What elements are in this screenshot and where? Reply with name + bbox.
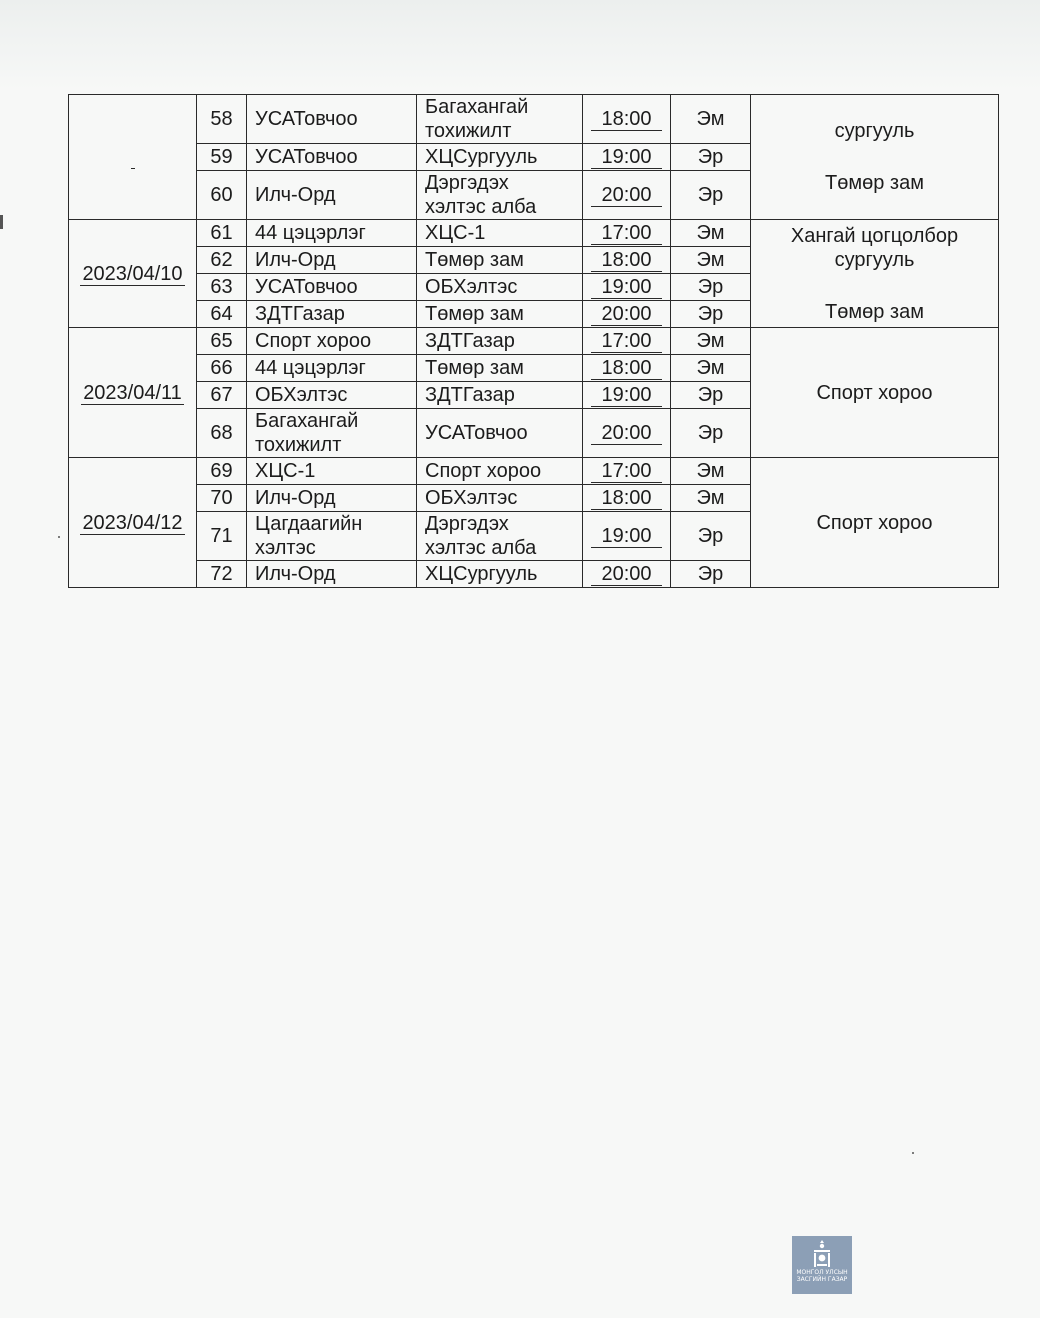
match-number: 71	[197, 512, 247, 561]
team-away: ХЦС-1	[417, 220, 583, 247]
match-schedule-table	[68, 94, 999, 588]
logo-text-line1: МОНГОЛ УЛСЫН	[796, 1269, 848, 1276]
match-time: 19:00	[583, 382, 671, 409]
venue-cell	[751, 220, 999, 328]
match-number: 67	[197, 382, 247, 409]
gender: Эм	[671, 485, 751, 512]
table-row	[69, 220, 999, 247]
team-home: Илч-Орд	[247, 171, 417, 220]
match-time: 20:00	[583, 561, 671, 588]
gender: Эм	[671, 328, 751, 355]
match-number: 60	[197, 171, 247, 220]
logo-text-line2: ЗАСГИЙН ГАЗАР	[796, 1276, 848, 1283]
gender: Эм	[671, 220, 751, 247]
gender: Эм	[671, 95, 751, 144]
team-away: УСАТовчоо	[417, 409, 583, 458]
venue-cell	[751, 458, 999, 588]
team-away: ОБХэлтэс	[417, 274, 583, 301]
venue-text: сургууль	[834, 248, 915, 271]
table-row	[69, 328, 999, 355]
team-away: Дэргэдэх хэлтэс алба	[417, 512, 583, 561]
match-time: 18:00	[583, 355, 671, 382]
team-away: ЗДТГазар	[417, 382, 583, 409]
gender: Эм	[671, 247, 751, 274]
team-away: ХЦСургууль	[417, 561, 583, 588]
team-home: 44 цэцэрлэг	[247, 220, 417, 247]
team-away: Төмөр зам	[417, 301, 583, 328]
match-time: 19:00	[583, 144, 671, 171]
gender: Эм	[671, 355, 751, 382]
match-time: 17:00	[583, 220, 671, 247]
match-time: 19:00	[583, 512, 671, 561]
page-top-shadow	[0, 0, 1040, 90]
table-row	[69, 458, 999, 485]
match-number: 66	[197, 355, 247, 382]
team-away: ХЦСургууль	[417, 144, 583, 171]
venue-text: сургууль	[834, 120, 915, 142]
match-number: 63	[197, 274, 247, 301]
team-home: УСАТовчоо	[247, 274, 417, 301]
date-cell: 2023/04/11	[69, 328, 197, 458]
gender: Эр	[671, 274, 751, 301]
team-home: ХЦС-1	[247, 458, 417, 485]
match-number: 72	[197, 561, 247, 588]
team-away: Төмөр зам	[417, 247, 583, 274]
team-home: Илч-Орд	[247, 247, 417, 274]
gender: Эр	[671, 144, 751, 171]
team-away: Төмөр зам	[417, 355, 583, 382]
team-away: Спорт хороо	[417, 458, 583, 485]
match-time: 19:00	[583, 274, 671, 301]
date-cell: 2023/04/12	[69, 458, 197, 588]
venue-cell	[751, 328, 999, 458]
match-time: 17:00	[583, 458, 671, 485]
match-number: 68	[197, 409, 247, 458]
venue-text: Төмөр зам	[825, 172, 924, 194]
venue-text: Төмөр зам	[825, 300, 924, 323]
venue-text: Хангай цогцолбор	[790, 224, 959, 247]
match-number: 58	[197, 95, 247, 144]
team-home: 44 цэцэрлэг	[247, 355, 417, 382]
team-home: ЗДТГазар	[247, 301, 417, 328]
team-away: Багахангай тохижилт	[417, 95, 583, 144]
team-home: Илч-Орд	[247, 485, 417, 512]
match-number: 61	[197, 220, 247, 247]
team-home: Спорт хороо	[247, 328, 417, 355]
gender: Эр	[671, 409, 751, 458]
gender: Эр	[671, 171, 751, 220]
team-home: УСАТовчоо	[247, 95, 417, 144]
team-away: Дэргэдэх хэлтэс алба	[417, 171, 583, 220]
government-logo	[792, 1236, 852, 1294]
match-time: 18:00	[583, 485, 671, 512]
team-away: ОБХэлтэс	[417, 485, 583, 512]
match-time: 20:00	[583, 301, 671, 328]
team-away: ЗДТГазар	[417, 328, 583, 355]
speck	[912, 1152, 914, 1154]
gender: Эм	[671, 458, 751, 485]
date-cell	[69, 95, 197, 220]
team-home: УСАТовчоо	[247, 144, 417, 171]
match-time: 17:00	[583, 328, 671, 355]
gender: Эр	[671, 512, 751, 561]
gender: Эр	[671, 301, 751, 328]
gender: Эр	[671, 382, 751, 409]
match-time: 18:00	[583, 95, 671, 144]
venue-text: Спорт хороо	[816, 381, 933, 404]
match-number: 69	[197, 458, 247, 485]
date-cell: 2023/04/10	[69, 220, 197, 328]
match-number: 59	[197, 144, 247, 171]
team-home: Цагдаагийн хэлтэс	[247, 512, 417, 561]
soyombo-emblem-icon	[811, 1239, 833, 1269]
venue-cell	[751, 95, 999, 220]
edge-mark	[0, 215, 3, 229]
match-number: 65	[197, 328, 247, 355]
table-row	[69, 95, 999, 144]
match-number: 64	[197, 301, 247, 328]
match-time: 18:00	[583, 247, 671, 274]
match-number: 70	[197, 485, 247, 512]
gender: Эр	[671, 561, 751, 588]
venue-text: Спорт хороо	[816, 511, 933, 534]
speck	[58, 536, 60, 538]
match-time: 20:00	[583, 171, 671, 220]
match-number: 62	[197, 247, 247, 274]
team-home: Багахангай тохижилт	[247, 409, 417, 458]
team-home: ОБХэлтэс	[247, 382, 417, 409]
match-time: 20:00	[583, 409, 671, 458]
team-home: Илч-Орд	[247, 561, 417, 588]
